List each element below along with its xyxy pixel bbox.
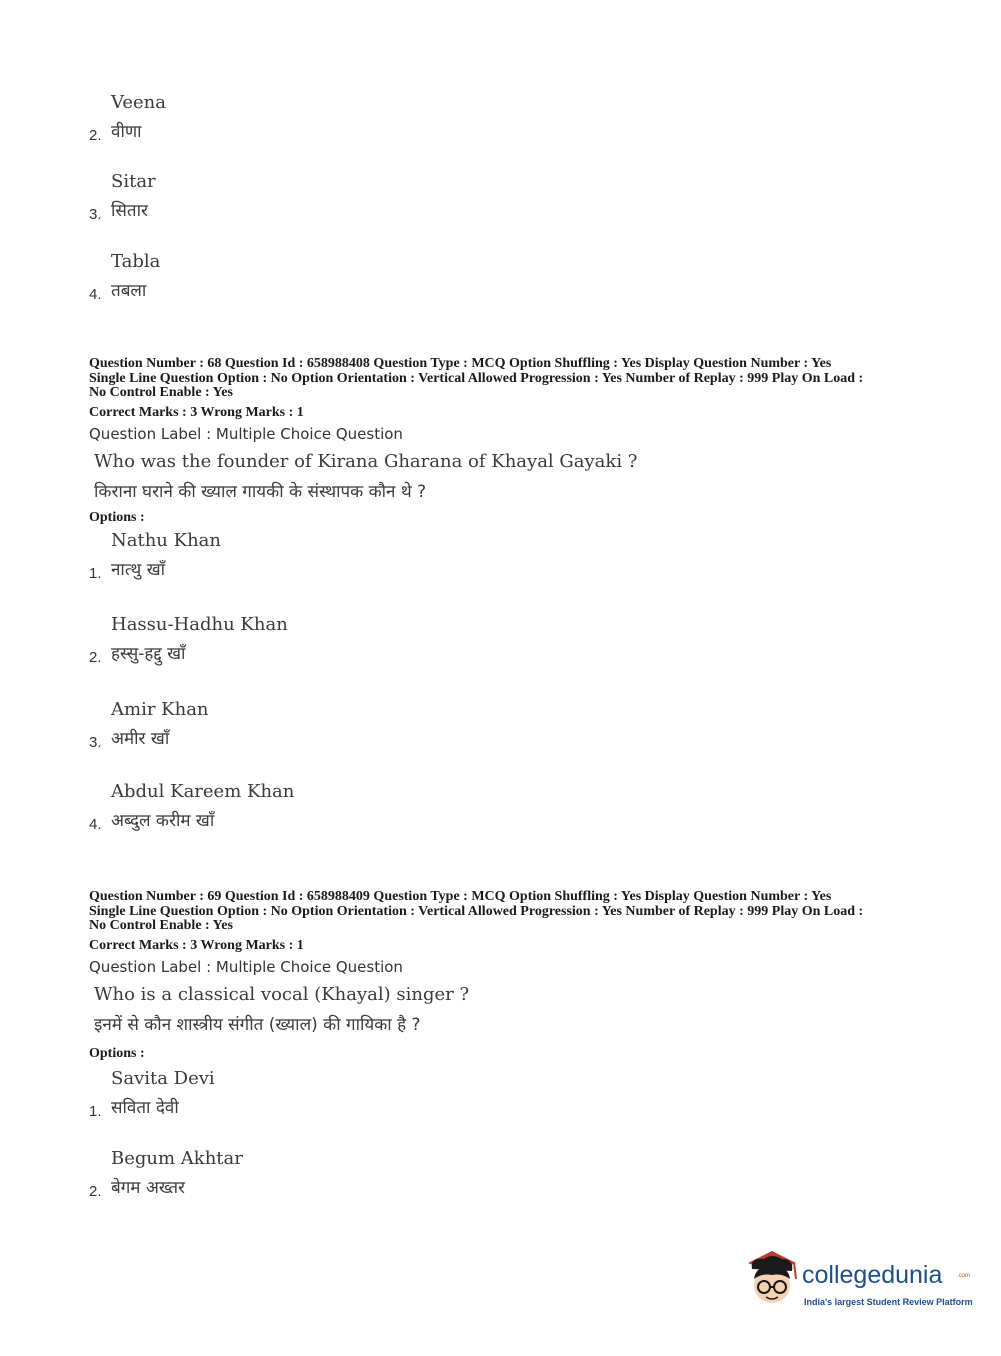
option-text-hindi: नात्थु खाँ (111, 560, 166, 580)
option-number: 4. (89, 816, 102, 833)
option-number: 2. (89, 1183, 102, 1200)
question-marks: Correct Marks : 3 Wrong Marks : 1 (89, 405, 304, 420)
option-number: 1. (89, 565, 102, 582)
question-label: Question Label : Multiple Choice Question (89, 425, 403, 443)
question-text-hindi: किराना घराने की ख्याल गायकी के संस्थापक कौन थे ? (94, 482, 427, 502)
option-text-english: Hassu-Hadhu Khan (111, 614, 288, 635)
option-text-english: Amir Khan (111, 699, 209, 720)
option-number: 1. (89, 1103, 102, 1120)
meta-line: No Control Enable : Yes (89, 385, 233, 400)
meta-line: No Control Enable : Yes (89, 918, 233, 933)
question-meta (89, 890, 919, 934)
mascot-icon (742, 1249, 802, 1313)
meta-line: Question Number : 69 Question Id : 658988409 Question Type : MCQ Option Shuffling : Yes Display Question Number : Yes (89, 889, 832, 904)
logo-name: collegedunia (802, 1261, 943, 1289)
options-heading: Options : (89, 1046, 145, 1061)
option-text-hindi: अब्दुल करीम खाँ (111, 811, 215, 831)
meta-line: Single Line Question Option : No Option Orientation : Vertical Allowed Progression : Yes Number of Replay : 999 Play On Load : (89, 370, 864, 386)
option-number: 2. (89, 649, 102, 666)
meta-line: Single Line Question Option : No Option Orientation : Vertical Allowed Progression : Yes Number of Replay : 999 Play On Load : (89, 903, 864, 919)
question-text-english: Who was the founder of Kirana Gharana of Khayal Gayaki ? (94, 451, 638, 472)
meta-line: Question Number : 68 Question Id : 658988408 Question Type : MCQ Option Shuffling : Yes Display Question Number : Yes (89, 356, 832, 371)
question-label: Question Label : Multiple Choice Question (89, 958, 403, 976)
question-text-english: Who is a classical vocal (Khayal) singer ? (94, 984, 470, 1005)
question-meta (89, 357, 919, 401)
option-text-hindi: हस्सु-हद्दु खाँ (111, 644, 186, 664)
option-text-hindi: सविता देवी (111, 1098, 179, 1118)
option-text-english: Veena (111, 92, 166, 113)
logo-tagline: India's largest Student Review Platform (804, 1297, 973, 1307)
option-text-english: Tabla (111, 251, 161, 272)
option-text-hindi: सितार (111, 201, 148, 221)
option-number: 2. (89, 127, 102, 144)
options-heading: Options : (89, 510, 145, 525)
logo-suffix: .com (957, 1273, 971, 1279)
question-text-hindi: इनमें से कौन शास्त्रीय संगीत (ख्याल) की गायिका है ? (94, 1015, 421, 1035)
option-number: 3. (89, 206, 102, 223)
option-text-hindi: तबला (111, 281, 147, 301)
option-text-hindi: बेगम अख्तर (111, 1178, 185, 1198)
option-text-hindi: वीणा (111, 122, 142, 142)
option-text-english: Begum Akhtar (111, 1148, 243, 1169)
option-text-english: Sitar (111, 171, 156, 192)
option-number: 4. (89, 286, 102, 303)
option-text-hindi: अमीर खाँ (111, 729, 170, 749)
collegedunia-logo (742, 1249, 972, 1319)
option-number: 3. (89, 734, 102, 751)
option-text-english: Nathu Khan (111, 530, 221, 551)
option-text-english: Abdul Kareem Khan (111, 781, 295, 802)
question-marks: Correct Marks : 3 Wrong Marks : 1 (89, 938, 304, 953)
option-text-english: Savita Devi (111, 1068, 215, 1089)
